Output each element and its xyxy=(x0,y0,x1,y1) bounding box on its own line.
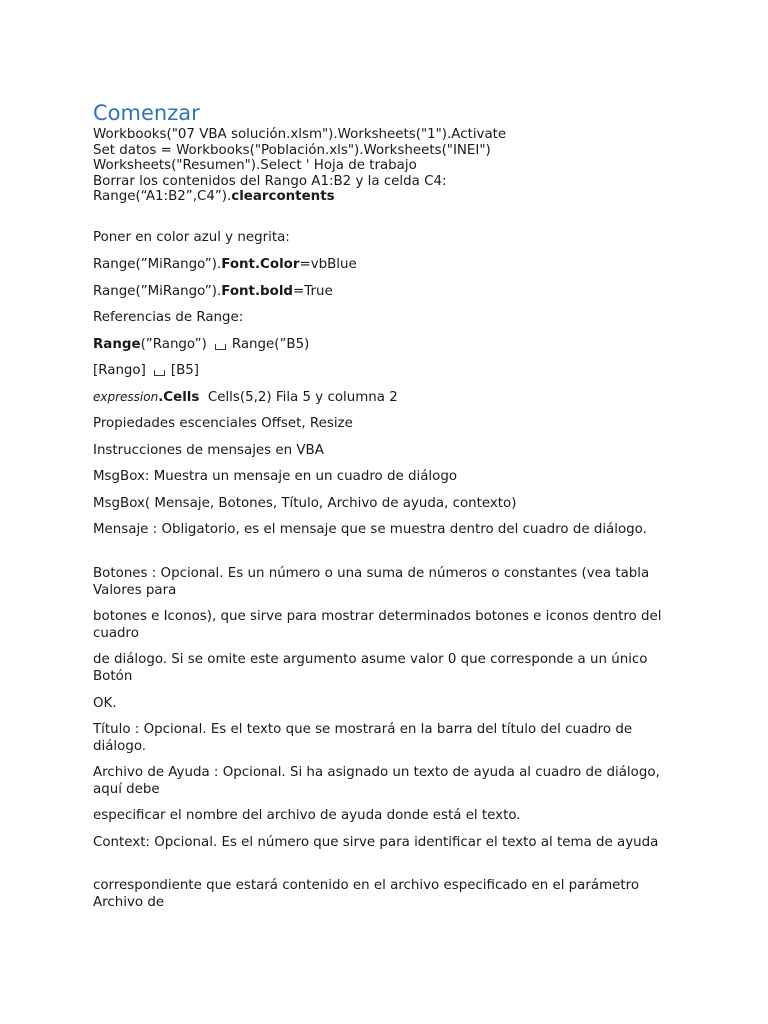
context-param-2: correspondiente que estará contenido en el archivo especificado en el parámetro Archivo de xyxy=(93,878,640,910)
equivalence-icon xyxy=(215,344,226,350)
vba-code-block xyxy=(93,127,506,205)
color-intro: Poner en color azul y negrita: xyxy=(93,230,290,245)
msgbox-desc: MsgBox: Muestra un mensaje en un cuadro de diálogo xyxy=(93,469,458,484)
code-line-set-datos: Set datos = Workbooks("Población.xls").Worksheets("INEI") xyxy=(93,142,491,158)
ok-line: OK. xyxy=(93,696,117,711)
code-line-activate: Workbooks("07 VBA solución.xlsm").Worksheets("1").Activate xyxy=(93,127,507,142)
context-param-1: Context: Opcional. Es el número que sirve para identificar el texto al tema de ayuda xyxy=(93,835,659,850)
botones-param-2: botones e Iconos), que sirve para mostrar determinados botones e iconos dentro del cuadro xyxy=(93,609,662,641)
cells-ref-line: expression.Cells Cells(5,2) Fila 5 y columna 2 xyxy=(93,390,398,405)
font-bold-line: Range(”MiRango”).Font.bold=True xyxy=(93,284,333,299)
archivo-param-1: Archivo de Ayuda : Opcional. Si ha asignado un texto de ayuda al cuadro de diálogo, aquí debe xyxy=(93,765,660,797)
botones-param-3: de diálogo. Si se omite este argumento asume valor 0 que corresponde a un único Botón xyxy=(93,652,648,684)
titulo-param: Título : Opcional. Es el texto que se mostrará en la barra del título del cuadro de diálogo. xyxy=(93,722,633,754)
code-line-select: Worksheets("Resumen").Select ' Hoja de trabajo xyxy=(93,158,417,173)
page-heading: Comenzar xyxy=(93,101,200,125)
clearcontents-keyword: clearcontents xyxy=(231,189,335,204)
archivo-param-2: especificar el nombre del archivo de ayuda donde está el texto. xyxy=(93,808,521,823)
equivalence-icon xyxy=(154,370,165,376)
short-ref-line: [Rango] [B5] xyxy=(93,363,199,378)
range-ref-line: Range(”Rango”) Range(”B5) xyxy=(93,337,310,352)
msgbox-signature: MsgBox( Mensaje, Botones, Título, Archivo de ayuda, contexto) xyxy=(93,496,517,511)
mensaje-param: Mensaje : Obligatorio, es el mensaje que se muestra dentro del cuadro de diálogo. xyxy=(93,522,647,537)
props-line: Propiedades escenciales Offset, Resize xyxy=(93,416,353,431)
msg-instr-line: Instrucciones de mensajes en VBA xyxy=(93,443,324,458)
botones-param-1: Botones : Opcional. Es un número o una suma de números o constantes (vea tabla Valores para xyxy=(93,566,650,598)
code-line-clearcontents: Range(“A1:B2”,C4”).clearcontents xyxy=(93,189,335,204)
refs-title: Referencias de Range: xyxy=(93,310,244,325)
font-color-line: Range(”MiRango”).Font.Color=vbBlue xyxy=(93,257,357,272)
code-line-borrar: Borrar los contenidos del Rango A1:B2 y la celda C4: xyxy=(93,173,447,189)
